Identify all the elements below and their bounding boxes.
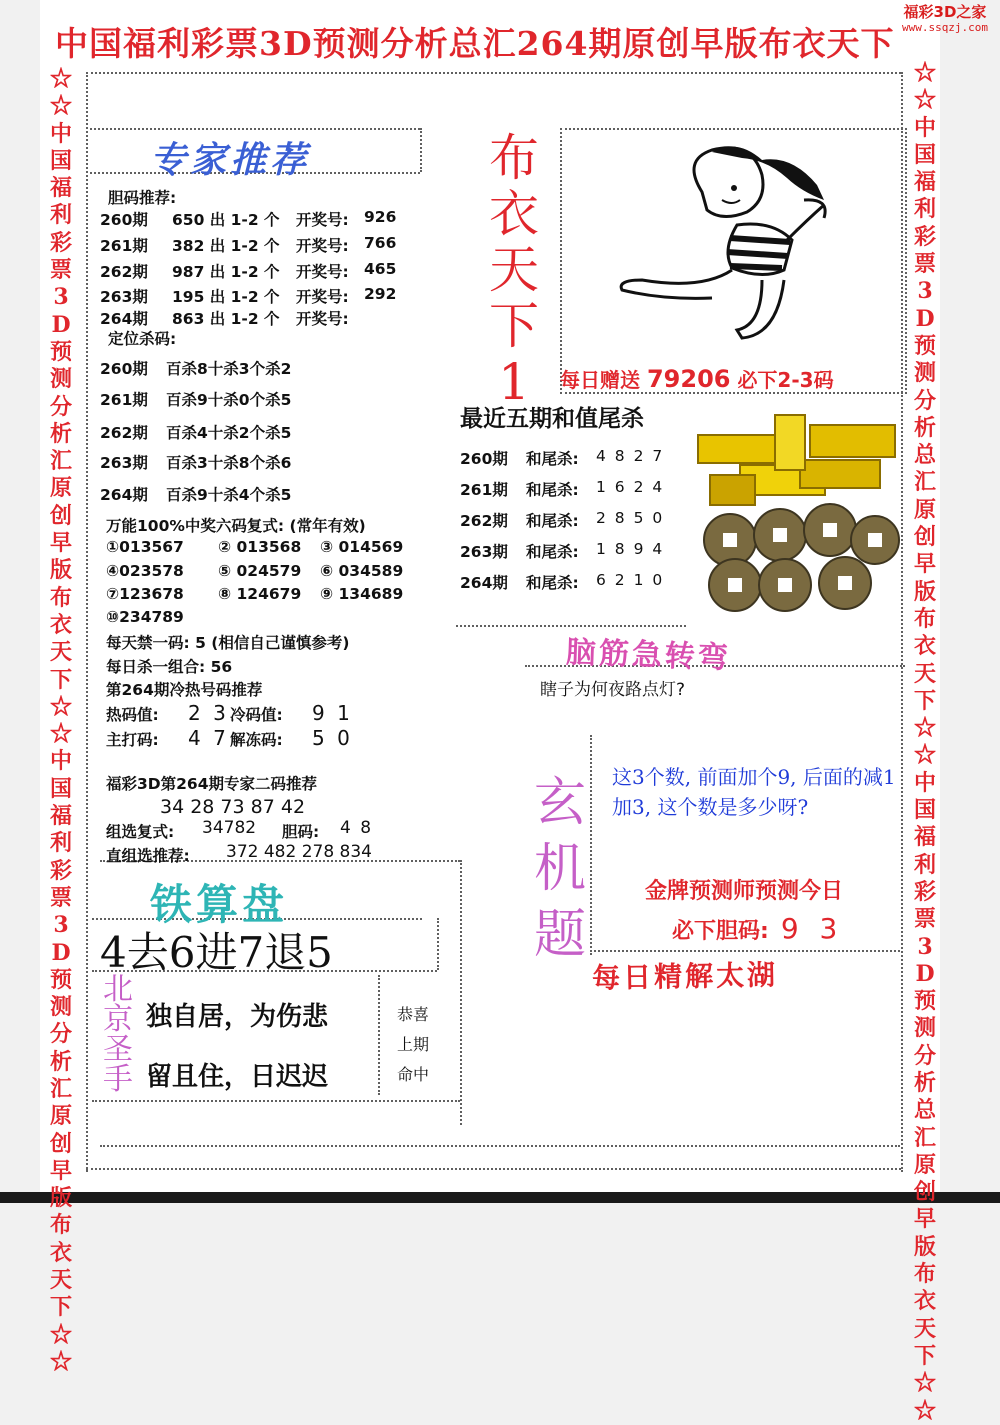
six-code-item: ⑧ 124679: [218, 585, 302, 603]
period-label: 261期: [460, 481, 508, 499]
site-logo[interactable]: [890, 0, 1000, 40]
gift-label: 每日赠送: [560, 368, 640, 392]
period-label: 263期: [100, 454, 148, 472]
six-code-item: ④023578: [106, 562, 184, 580]
period-label: 260期: [100, 211, 148, 229]
expert-recommend-title: 专家推荐: [150, 139, 311, 181]
kill-code: 百杀3十杀8个杀6: [166, 454, 292, 472]
period-label: 260期: [460, 450, 508, 468]
draw-number: 766: [364, 234, 397, 252]
six-code-item: ⑥ 034589: [320, 562, 404, 580]
dan-number: 987 出 1-2 个: [172, 263, 280, 281]
gold-coins-illustration: [690, 405, 905, 615]
thaw-value: 5 0: [312, 726, 353, 750]
bottom-band: [0, 1192, 1000, 1203]
kill-combo: 每日杀一组合: 56: [106, 658, 233, 676]
period-label: 262期: [100, 263, 148, 281]
gift-note: 必下2-3码: [737, 368, 834, 392]
period-label: 264期: [100, 310, 148, 328]
divider: [86, 72, 88, 1172]
kill-code: 百杀4十杀2个杀5: [166, 424, 292, 442]
six-code-item: ⑦123678: [106, 585, 184, 603]
beijing-master-title: 北京圣手: [103, 972, 133, 1097]
left-vertical-banner: ☆☆中国福利彩票3D预测分析汇原创早版布衣天下☆☆中国福利彩票3D预测分析汇原创早版布衣天下☆☆: [49, 66, 72, 1375]
six-code-item: ⑤ 024579: [218, 562, 302, 580]
must-dan-line: [672, 912, 843, 945]
sum-tail-kill-title: 最近五期和值尾杀: [460, 405, 644, 432]
draw-label: 开奖号:: [296, 263, 349, 281]
divider: [460, 860, 462, 1125]
period-label: 263期: [100, 288, 148, 306]
ban-one-code: 每天禁一码: 5 (相信自己谨慎参考): [106, 634, 350, 652]
six-code-item: ⑨ 134689: [320, 585, 404, 603]
draw-number: 926: [364, 208, 397, 226]
divider: [437, 918, 439, 970]
direct-label: 直组选推荐:: [106, 847, 190, 865]
main-value: 4 7: [188, 726, 229, 750]
divider: [590, 735, 592, 955]
period-label: 260期: [100, 360, 148, 378]
kill-code: 百杀8十杀3个杀2: [166, 360, 292, 378]
logo-url: www.ssqzj.com: [901, 21, 989, 34]
draw-number: 465: [364, 260, 397, 278]
divider: [86, 72, 901, 74]
daily-gift: [560, 364, 834, 393]
kill-code: 百杀9十杀4个杀5: [166, 486, 292, 504]
main-label: 主打码:: [106, 731, 159, 749]
sum-kill-label: 和尾杀:: [526, 450, 579, 468]
sum-kill-label: 和尾杀:: [526, 574, 579, 592]
mystery-question-title: 玄机题: [533, 773, 586, 965]
dan-number: 195 出 1-2 个: [172, 288, 280, 306]
sum-kill-value: 4 8 2 7: [596, 447, 665, 465]
draw-label: 开奖号:: [296, 237, 349, 255]
buyi-vertical-title: 布衣天下1: [489, 129, 539, 411]
dan-number: 382 出 1-2 个: [172, 237, 280, 255]
six-code-item: ①013567: [106, 538, 184, 556]
dan2-label: 胆码:: [282, 823, 320, 841]
tiesuan-line: 4去6进7退5: [100, 928, 333, 977]
sum-kill-value: 2 8 5 0: [596, 509, 665, 527]
divider: [86, 1168, 901, 1170]
poem-line: 留且住，日迟迟: [146, 1062, 329, 1092]
cartoon-box: [560, 128, 907, 394]
divider: [420, 128, 422, 172]
gift-number: 79206: [646, 365, 731, 393]
divider: [590, 950, 900, 952]
congrats-line: 恭喜: [396, 1005, 429, 1024]
period-label: 262期: [460, 512, 508, 530]
sum-kill-label: 和尾杀:: [526, 512, 579, 530]
draw-number: 292: [364, 285, 397, 303]
congrats-line: 命中: [396, 1065, 429, 1084]
thaw-label: 解冻码:: [230, 731, 283, 749]
logo-text: 福彩3D之家: [903, 3, 987, 21]
hot-label: 热码值:: [106, 706, 159, 724]
dan-label: 胆码推荐:: [108, 189, 177, 207]
tiesuan-title: 铁算盘: [150, 880, 289, 929]
cold-label: 冷码值:: [230, 706, 283, 724]
two-code-title: 福彩3D第264期专家二码推荐: [106, 775, 318, 793]
divider: [378, 975, 380, 1095]
sum-kill-value: 1 6 2 4: [596, 478, 665, 496]
cold-value: 9 1: [312, 701, 353, 725]
six-code-item: ② 013568: [218, 538, 302, 556]
congrats-block: [388, 1000, 438, 1090]
period-label: 264期: [460, 574, 508, 592]
period-label: 263期: [460, 543, 508, 561]
cartoon-girl-illustration: [562, 130, 905, 360]
group-value: 34782: [202, 818, 257, 838]
sum-kill-label: 和尾杀:: [526, 481, 579, 499]
poem-line: 独自居，为伤悲: [146, 1002, 329, 1032]
sum-kill-value: 1 8 9 4: [596, 540, 665, 558]
divider: [90, 128, 420, 130]
kill-code: 百杀9十杀0个杀5: [166, 391, 292, 409]
divider: [92, 1100, 460, 1102]
group-label: 组选复式:: [106, 823, 175, 841]
period-label: 264期: [100, 486, 148, 504]
dan2-value: 4 8: [340, 818, 374, 838]
period-label: 261期: [100, 391, 148, 409]
must-dan-label: 必下胆码:: [672, 919, 769, 944]
position-kill-label: 定位杀码:: [108, 330, 177, 348]
draw-label: 开奖号:: [296, 288, 349, 306]
divider: [100, 1145, 900, 1147]
must-dan-value: 9 3: [780, 912, 844, 945]
dan-number: 650 出 1-2 个: [172, 211, 280, 229]
right-vertical-banner: ☆☆中国福利彩票3D预测分析总汇原创早版布衣天下☆☆中国福利彩票3D预测分析总汇原创早版布衣天下☆☆: [913, 60, 936, 1424]
hot-value: 2 3: [188, 701, 229, 725]
period-label: 262期: [100, 424, 148, 442]
direct-value: 372 482 278 834: [226, 842, 373, 862]
six-code-item: ⑩234789: [106, 608, 184, 626]
page-title: 中国福利彩票3D预测分析总汇264期原创早版布衣天下: [55, 24, 895, 63]
congrats-line: 上期: [396, 1035, 429, 1054]
dan-number: 863 出 1-2 个: [172, 310, 280, 328]
two-code-values: 34 28 73 87 42: [160, 796, 306, 818]
draw-label: 开奖号:: [296, 211, 349, 229]
sum-kill-label: 和尾杀:: [526, 543, 579, 561]
hot-cold-title: 第264期冷热号码推荐: [106, 681, 263, 699]
six-code-title: 万能100%中奖六码复式: (常年有效): [106, 517, 366, 535]
period-label: 261期: [100, 237, 148, 255]
taihu-title: 每日精解太湖: [591, 958, 779, 995]
mystery-question-text: 这3个数, 前面加个9, 后面的减1加3, 这个数是多少呀?: [612, 765, 896, 819]
brain-teaser-title: 脑筋急转弯: [565, 635, 732, 676]
sum-kill-value: 6 2 1 0: [596, 571, 665, 589]
brain-teaser-question: 瞎子为何夜路点灯?: [540, 680, 686, 700]
draw-label: 开奖号:: [296, 310, 349, 328]
gold-predictor-line: 金牌预测师预测今日: [645, 879, 844, 904]
six-code-item: ③ 014569: [320, 538, 404, 556]
